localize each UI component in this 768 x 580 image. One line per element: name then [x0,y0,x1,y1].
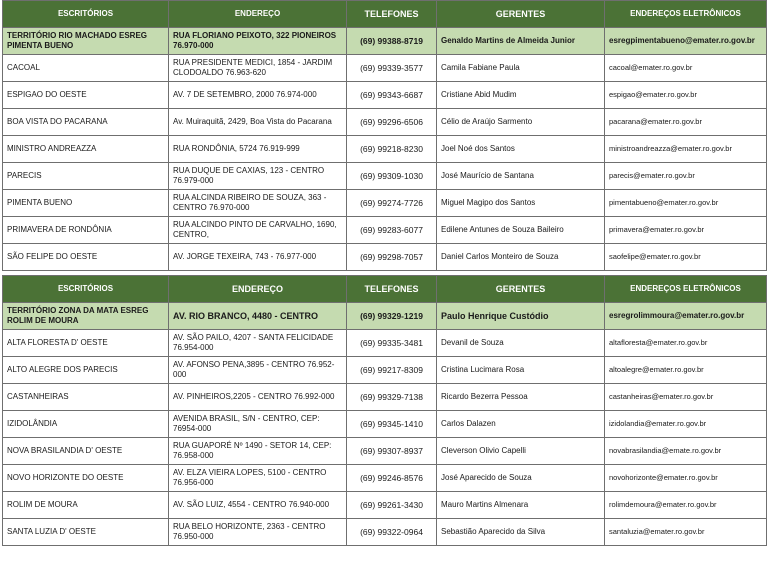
region-row [3,303,767,330]
office-address: AV. SÃO PAILO, 4207 - SANTA FELICIDADE 76.954-000 [169,330,347,357]
office-name: PARECIS [3,163,169,190]
office-name: SÃO FELIPE DO OESTE [3,244,169,271]
office-phone: (69) 99296-6506 [347,109,437,136]
office-manager: Miguel Magipo dos Santos [437,190,605,217]
table-row [3,357,767,384]
office-email: castanheiras@emater.ro.gov.br [605,384,767,411]
office-phone: (69) 99339-3577 [347,55,437,82]
table-row [3,384,767,411]
office-name: PRIMAVERA DE RONDÔNIA [3,217,169,244]
office-email: saofelipe@emater.ro.gov.br [605,244,767,271]
region-row [3,28,767,55]
header-row [3,1,767,28]
office-address: AV. ELZA VIEIRA LOPES, 5100 - CENTRO 76.956-000 [169,465,347,492]
office-address: RUA ALCINDO PINTO DE CARVALHO, 1690, CENTRO, [169,217,347,244]
table-row [3,465,767,492]
table-row [3,244,767,271]
office-address: AV. PINHEIROS,2205 - CENTRO 76.992-000 [169,384,347,411]
office-address: RUA RONDÔNIA, 5724 76.919-999 [169,136,347,163]
office-email: ministroandreazza@emater.ro.gov.br [605,136,767,163]
office-phone: (69) 99335-3481 [347,330,437,357]
office-address: AV. JORGE TEXEIRA, 743 - 76.977-000 [169,244,347,271]
office-phone: (69) 99307-8937 [347,438,437,465]
office-manager: Camila Fabiane Paula [437,55,605,82]
office-email: pimentabueno@emater.ro.gov.br [605,190,767,217]
office-name: NOVA BRASILANDIA D' OESTE [3,438,169,465]
office-phone: (69) 99298-7057 [347,244,437,271]
office-address: RUA DUQUE DE CAXIAS, 123 - CENTRO 76.979-000 [169,163,347,190]
office-manager: José Aparecido de Souza [437,465,605,492]
office-name: ALTO ALEGRE DOS PARECIS [3,357,169,384]
header-phones: TELEFONES [347,276,437,303]
table-row [3,438,767,465]
header-emails: ENDEREÇOS ELETRÔNICOS [605,276,767,303]
header-managers: GERENTES [437,276,605,303]
office-phone: (69) 99343-6687 [347,82,437,109]
office-manager: José Maurício de Santana [437,163,605,190]
office-name: NOVO HORIZONTE DO OESTE [3,465,169,492]
office-address: AV. SÃO LUIZ, 4554 - CENTRO 76.940-000 [169,492,347,519]
office-address: RUA BELO HORIZONTE, 2363 - CENTRO 76.950-000 [169,519,347,546]
region-phone: (69) 99388-8719 [347,28,437,55]
header-managers: GERENTES [437,1,605,28]
table-row [3,109,767,136]
office-manager: Ricardo Bezerra Pessoa [437,384,605,411]
office-name: CACOAL [3,55,169,82]
region-email: esregrolimmoura@emater.ro.gov.br [605,303,767,330]
office-phone: (69) 99283-6077 [347,217,437,244]
office-manager: Carlos Dalazen [437,411,605,438]
table-row [3,55,767,82]
office-email: santaluzia@emater.ro.gov.br [605,519,767,546]
office-address: AV. 7 DE SETEMBRO, 2000 76.974-000 [169,82,347,109]
header-offices: ESCRITÓRIOS [3,276,169,303]
header-row [3,276,767,303]
table-row [3,136,767,163]
region-office: TERRITÓRIO ZONA DA MATA ESREG ROLIM DE MOURA [3,303,169,330]
office-manager: Devanil de Souza [437,330,605,357]
office-phone: (69) 99218-8230 [347,136,437,163]
office-name: SANTA LUZIA D' OESTE [3,519,169,546]
office-name: ESPIGAO DO OESTE [3,82,169,109]
office-manager: Célio de Araújo Sarmento [437,109,605,136]
header-address: ENDEREÇO [169,1,347,28]
office-phone: (69) 99261-3430 [347,492,437,519]
header-emails: ENDEREÇOS ELETRÔNICOS [605,1,767,28]
office-email: izidolandia@emater.ro.gov.br [605,411,767,438]
office-phone: (69) 99217-8309 [347,357,437,384]
office-name: MINISTRO ANDREAZZA [3,136,169,163]
office-address: RUA GUAPORÉ Nº 1490 - SETOR 14, CEP: 76.958-000 [169,438,347,465]
table-row [3,330,767,357]
region-email: esregpimentabueno@emater.ro.gov.br [605,28,767,55]
office-name: ROLIM DE MOURA [3,492,169,519]
office-email: altoalegre@emater.ro.gov.br [605,357,767,384]
office-email: altafloresta@emater.ro.gov.br [605,330,767,357]
region-manager: Genaldo Martins de Almeida Junior [437,28,605,55]
office-manager: Joel Noé dos Santos [437,136,605,163]
table-row [3,217,767,244]
office-address: AV. AFONSO PENA,3895 - CENTRO 76.952-000 [169,357,347,384]
office-name: CASTANHEIRAS [3,384,169,411]
office-phone: (69) 99329-7138 [347,384,437,411]
office-manager: Edilene Antunes de Souza Baileiro [437,217,605,244]
table-row [3,492,767,519]
office-email: pacarana@emater.ro.gov.br [605,109,767,136]
region-address: RUA FLORIANO PEIXOTO, 322 PIONEIROS 76.970-000 [169,28,347,55]
office-address: RUA PRESIDENTE MEDICI, 1854 - JARDIM CLODOALDO 76.963-620 [169,55,347,82]
office-manager: Sebastião Aparecido da Silva [437,519,605,546]
office-email: parecis@emater.ro.gov.br [605,163,767,190]
table-row [3,163,767,190]
table-row [3,411,767,438]
office-email: novabrasilandia@emate.ro.gov.br [605,438,767,465]
office-phone: (69) 99274-7726 [347,190,437,217]
office-email: novohorizonte@emater.ro.gov.br [605,465,767,492]
office-manager: Cristiane Abid Mudim [437,82,605,109]
region-office: TERRITÓRIO RIO MACHADO ESREG PIMENTA BUENO [3,28,169,55]
office-email: primavera@emater.ro.gov.br [605,217,767,244]
office-phone: (69) 99309-1030 [347,163,437,190]
office-manager: Cleverson Olivio Capelli [437,438,605,465]
header-address: ENDEREÇO [169,276,347,303]
region-phone: (69) 99329-1219 [347,303,437,330]
offices-table [2,0,767,546]
table-row [3,519,767,546]
header-offices: ESCRITÓRIOS [3,1,169,28]
office-email: rolimdemoura@emater.ro.gov.br [605,492,767,519]
header-phones: TELEFONES [347,1,437,28]
table-row [3,190,767,217]
office-address: AVENIDA BRASIL, S/N - CENTRO, CEP: 76954-000 [169,411,347,438]
office-phone: (69) 99322-0964 [347,519,437,546]
office-manager: Mauro Martins Almenara [437,492,605,519]
office-email: cacoal@emater.ro.gov.br [605,55,767,82]
office-address: Av. Muiraquitã, 2429, Boa Vista do Pacarana [169,109,347,136]
region-manager: Paulo Henrique Custódio [437,303,605,330]
office-address: RUA ALCINDA RIBEIRO DE SOUZA, 363 - CENTRO 76.970-000 [169,190,347,217]
office-name: ALTA FLORESTA D' OESTE [3,330,169,357]
office-name: BOA VISTA DO PACARANA [3,109,169,136]
table-row [3,82,767,109]
office-phone: (69) 99246-8576 [347,465,437,492]
office-manager: Daniel Carlos Monteiro de Souza [437,244,605,271]
office-name: IZIDOLÂNDIA [3,411,169,438]
office-manager: Cristina Lucimara Rosa [437,357,605,384]
office-email: espigao@emater.ro.gov.br [605,82,767,109]
office-name: PIMENTA BUENO [3,190,169,217]
office-phone: (69) 99345-1410 [347,411,437,438]
region-address: AV. RIO BRANCO, 4480 - CENTRO [169,303,347,330]
